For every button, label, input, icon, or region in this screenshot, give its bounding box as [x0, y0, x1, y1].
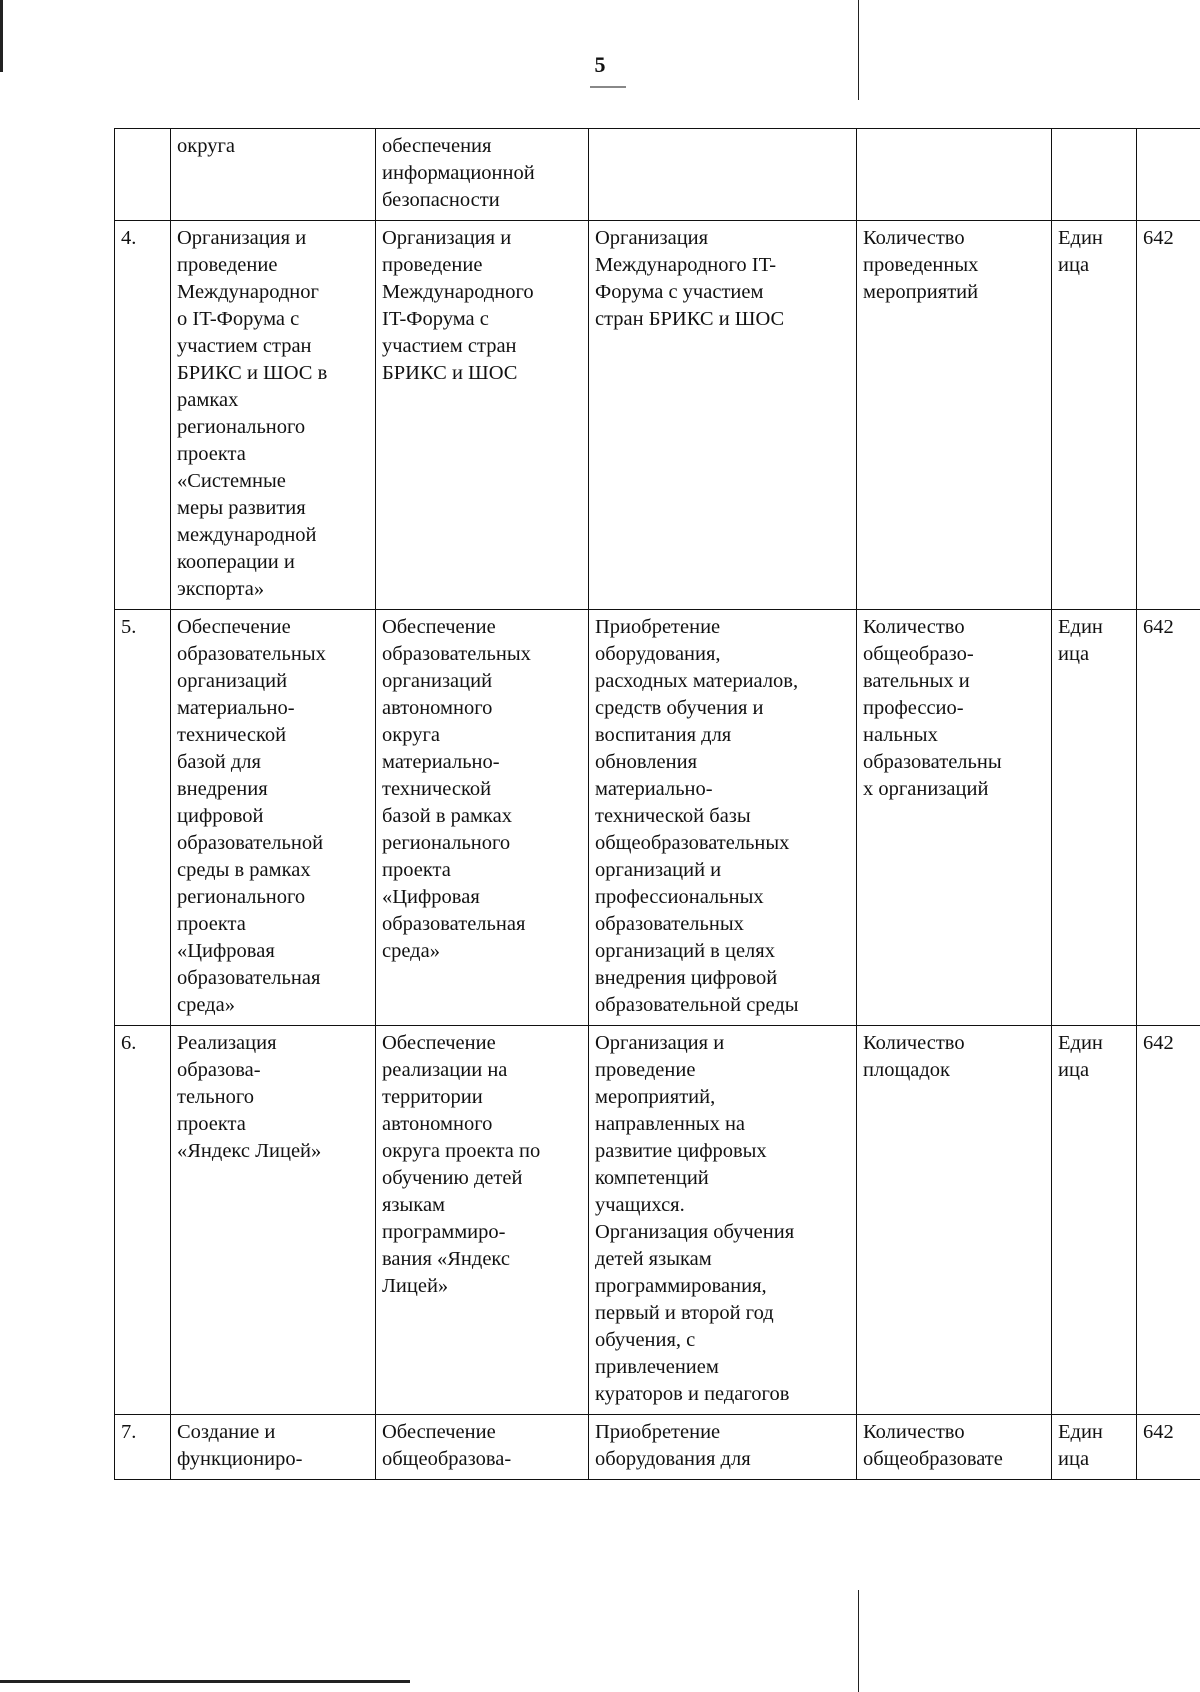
cell-number: 7.	[115, 1415, 171, 1480]
cell-code: 642	[1137, 221, 1200, 610]
cell-task: обеспечения информационной безопасности	[376, 129, 589, 221]
cell-code	[1137, 129, 1200, 221]
cell-event: Создание и функциониро-	[171, 1415, 376, 1480]
cell-code: 642	[1137, 1026, 1200, 1415]
cell-result: Организация и проведение мероприятий, направленных на развитие цифровых компетенций учащихся. Организация обучения детей языкам программирования, первый и второй год обучения, с привлечением кураторов и педагогов	[589, 1026, 857, 1415]
cell-unit: Един ица	[1052, 221, 1137, 610]
cell-event: Обеспечение образовательных организаций материально- технической базой для внедрения цифровой образовательной среды в рамках регионального проекта «Цифровая образовательная среда»	[171, 610, 376, 1026]
cell-indicator	[857, 129, 1052, 221]
scan-edge-bottom	[0, 1680, 410, 1683]
cell-unit	[1052, 129, 1137, 221]
cell-task: Обеспечение реализации на территории автономного округа проекта по обучению детей языкам программиро- вания «Яндекс Лицей»	[376, 1026, 589, 1415]
cell-unit: Един ица	[1052, 1026, 1137, 1415]
cell-unit: Един ица	[1052, 1415, 1137, 1480]
cell-code: 642	[1137, 610, 1200, 1026]
events-table	[114, 128, 1200, 1480]
cell-task: Обеспечение образовательных организаций автономного округа материально- технической базой в рамках регионального проекта «Цифровая образовательная среда»	[376, 610, 589, 1026]
page-number: 5	[594, 52, 606, 77]
cell-event: Реализация образова- тельного проекта «Яндекс Лицей»	[171, 1026, 376, 1415]
cell-number: 6.	[115, 1026, 171, 1415]
scan-edge-left	[0, 0, 3, 72]
cell-result: Приобретение оборудования для	[589, 1415, 857, 1480]
cell-task: Организация и проведение Международного IT-Форума с участием стран БРИКС и ШОС	[376, 221, 589, 610]
cell-unit: Един ица	[1052, 610, 1137, 1026]
table-row	[115, 1415, 1200, 1480]
cell-result	[589, 129, 857, 221]
cell-code: 642	[1137, 1415, 1200, 1480]
table-row	[115, 221, 1200, 610]
cell-event: Организация и проведение Международног о IT-Форума с участием стран БРИКС и ШОС в рамках регионального проекта «Системные меры развития международной кооперации и экспорта»	[171, 221, 376, 610]
cell-task: Обеспечение общеобразова-	[376, 1415, 589, 1480]
scan-fold-line-bottom	[858, 1590, 859, 1692]
scan-fold-line-top	[858, 0, 859, 100]
cell-number: 5.	[115, 610, 171, 1026]
cell-number	[115, 129, 171, 221]
table-row	[115, 610, 1200, 1026]
cell-indicator: Количество общеобразовате	[857, 1415, 1052, 1480]
cell-event: округа	[171, 129, 376, 221]
scan-speck	[590, 86, 626, 88]
cell-indicator: Количество площадок	[857, 1026, 1052, 1415]
cell-indicator: Количество проведенных мероприятий	[857, 221, 1052, 610]
table-row	[115, 129, 1200, 221]
cell-number: 4.	[115, 221, 171, 610]
cell-indicator: Количество общеобразо- вательных и профессио- нальных образовательны х организаций	[857, 610, 1052, 1026]
table-row	[115, 1026, 1200, 1415]
cell-result: Организация Международного IT- Форума с участием стран БРИКС и ШОС	[589, 221, 857, 610]
cell-result: Приобретение оборудования, расходных материалов, средств обучения и воспитания для обновления материально- технической базы общеобразовательных организаций и профессиональных образовательных организаций в целях внедрения цифровой образовательной среды	[589, 610, 857, 1026]
